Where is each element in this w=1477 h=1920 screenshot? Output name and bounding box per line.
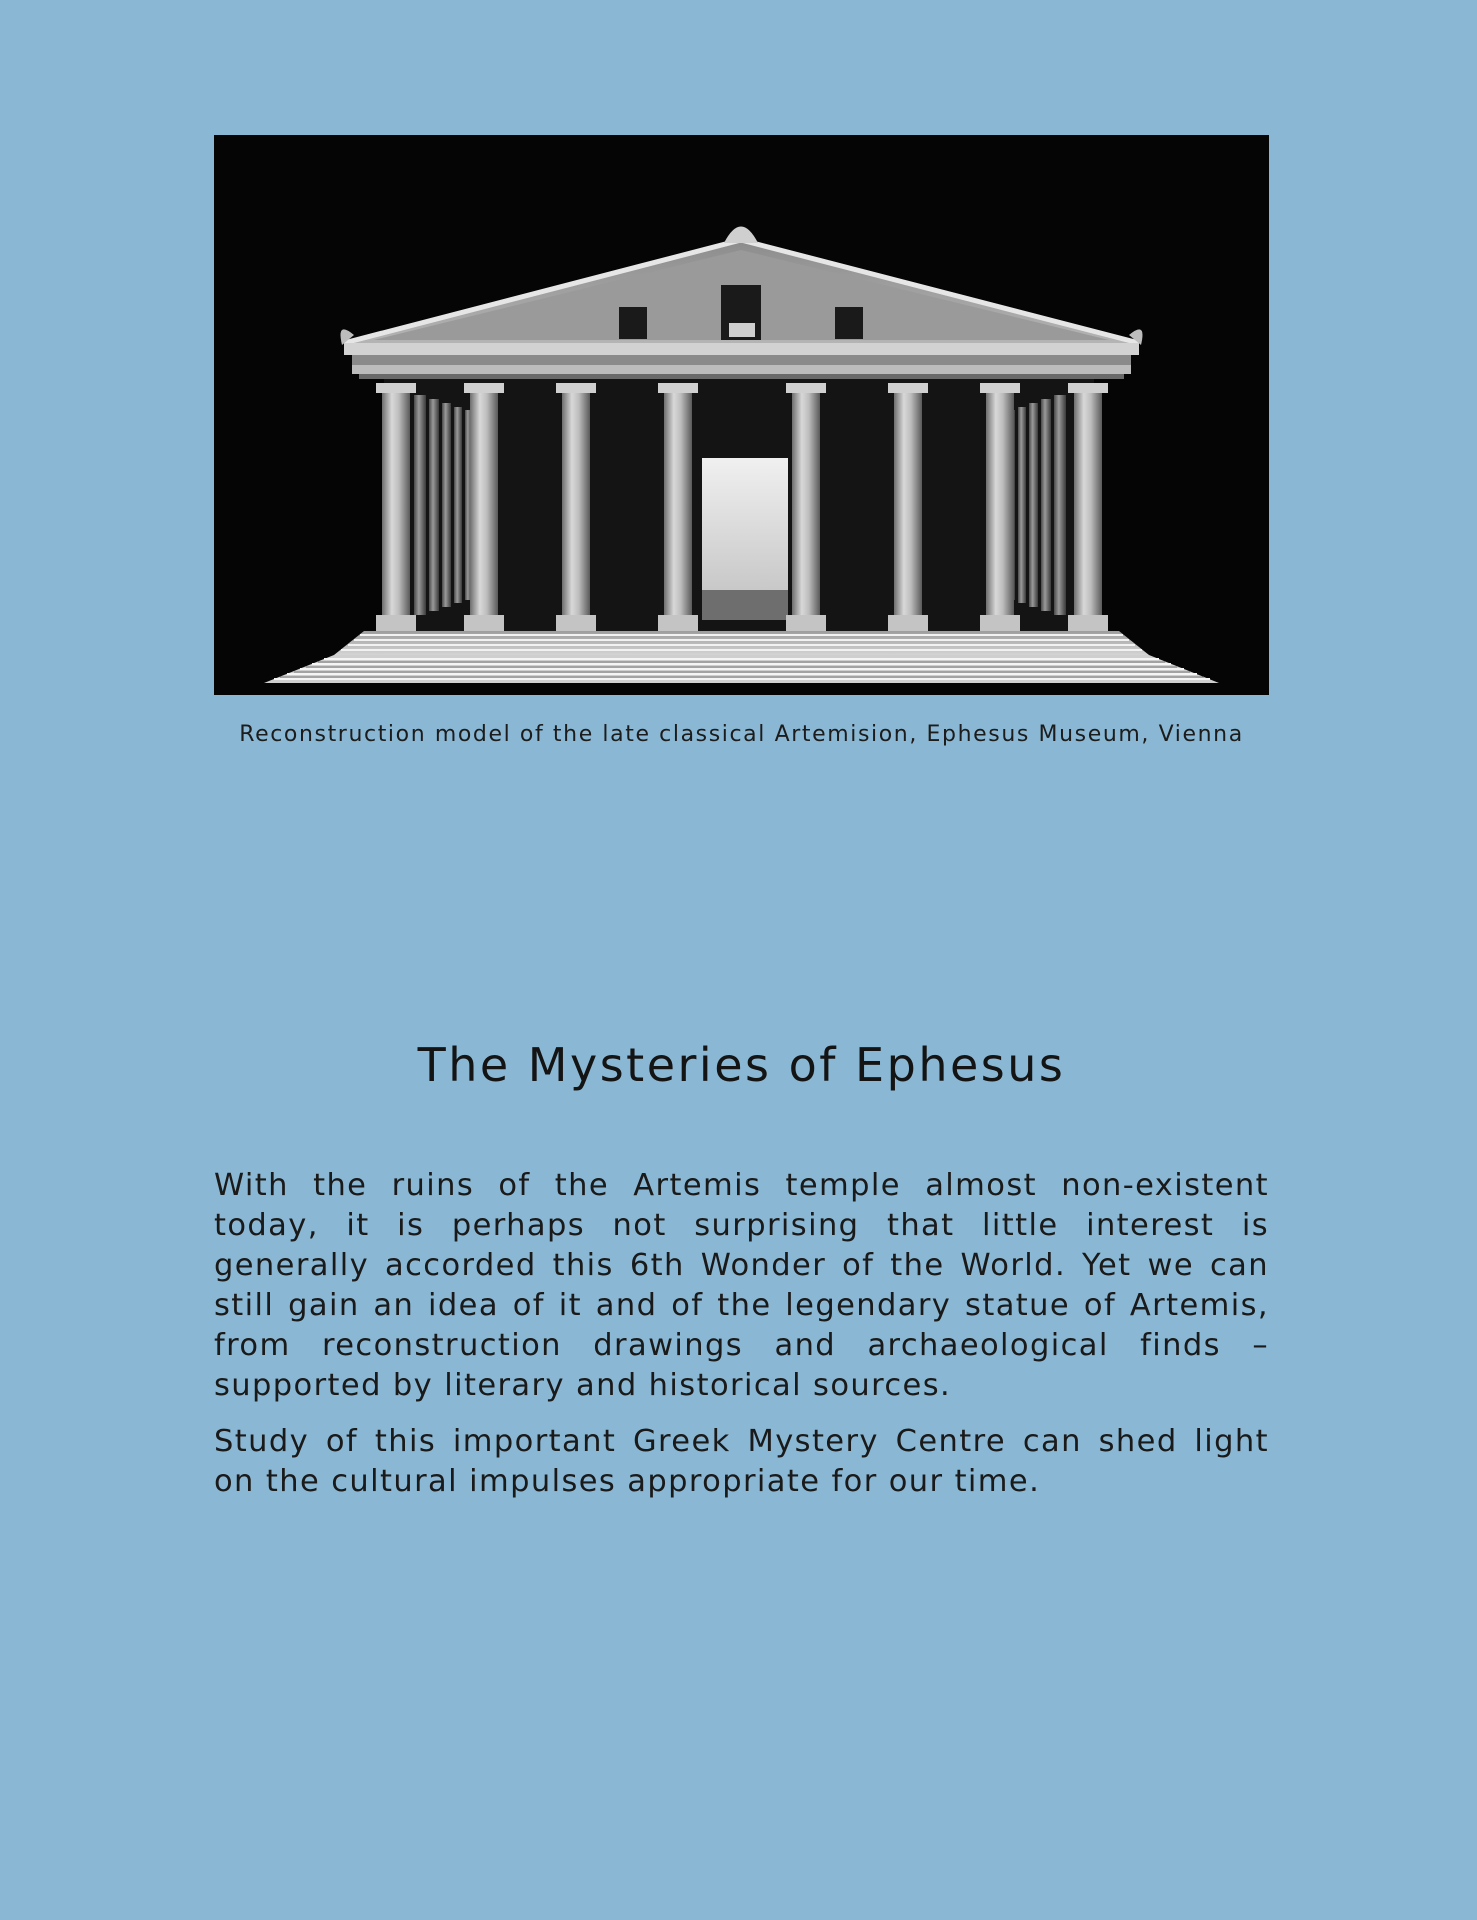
article-body <box>214 1166 1269 1518</box>
photo-caption: Reconstruction model of the late classical Artemision, Ephesus Museum, Vienna <box>239 722 1244 747</box>
temple-illustration <box>214 135 1269 695</box>
body-paragraph: Study of this important Greek Mystery Centre can shed light on the cultural impulses appropriate for our time. <box>214 1424 1269 1499</box>
body-paragraph: With the ruins of the Artemis temple almost non-existent today, it is perhaps not surprising that little interest is generally accorded this 6th Wonder of the World. Yet we can still gain an idea of it and of the legendary statue of Artemis, from reconstruction drawings and archaeological finds – supported by literary and historical sources. <box>214 1168 1269 1403</box>
article-title: The Mysteries of Ephesus <box>417 1038 1066 1092</box>
temple-model-photo <box>214 135 1269 695</box>
